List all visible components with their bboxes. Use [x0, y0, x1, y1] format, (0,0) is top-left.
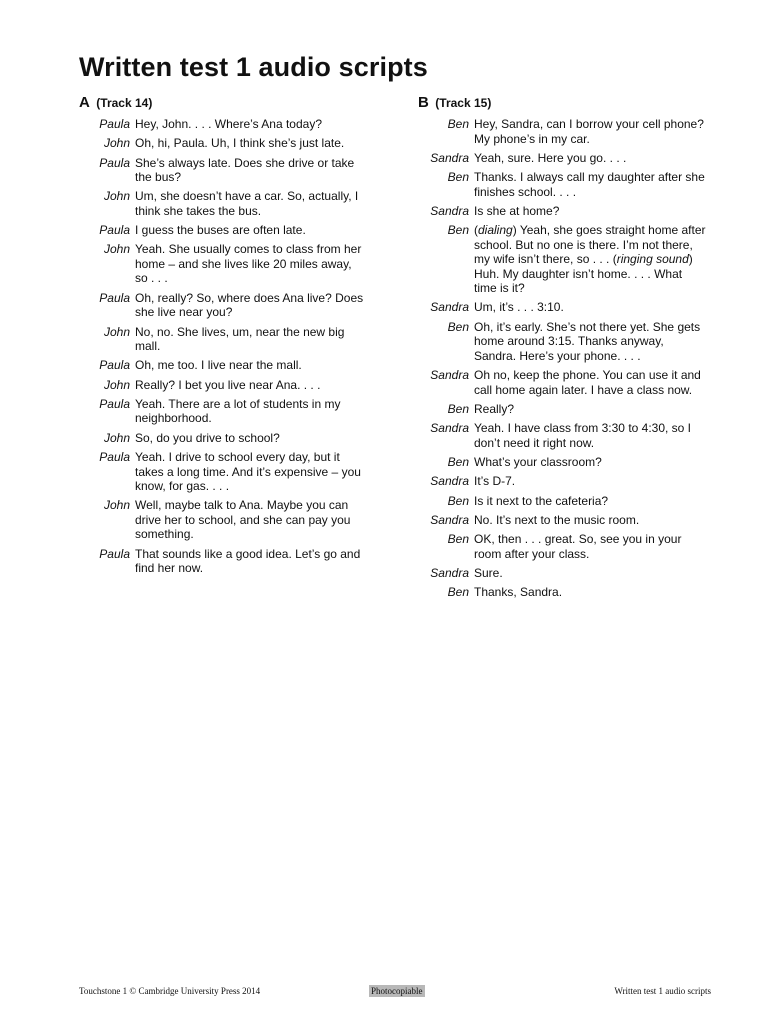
utterance: Yeah, sure. Here you go. . . .: [474, 150, 627, 165]
speaker-name: Ben: [447, 223, 469, 238]
utterance: That sounds like a good idea. Let’s go and find her now.: [135, 546, 361, 576]
track-label: (Track 14): [96, 96, 153, 110]
utterance: Oh, it’s early. She’s not there yet. She gets home around 3:15. Thanks anyway, Sandra. Here’s your phone. . . .: [474, 319, 701, 363]
utterance: Really? I bet you live near Ana. . . .: [135, 377, 321, 392]
dialogue-line: [418, 170, 718, 199]
utterance-with-stage-directions: (dialing) Yeah, she goes straight home after school. But no one is there. I’m not there, my wife isn’t there, so . . . (ringing sound) Huh. My daughter isn’t home. . . . What time is it?: [474, 223, 706, 296]
speaker-name: Ben: [447, 401, 469, 416]
dialogue-line: [79, 223, 379, 238]
dialogue-line: [418, 204, 718, 219]
utterance: Well, maybe talk to Ana. Maybe you can drive her to school, and she can pay you something.: [135, 498, 351, 542]
copyright-notice: Touchstone 1 © Cambridge University Press 2014: [79, 986, 261, 996]
dialogue-line: [418, 320, 718, 364]
dialogue-line: [418, 474, 718, 489]
utterance: What’s your classroom?: [474, 454, 602, 469]
dialogue-line: [79, 547, 379, 576]
speaker-name: Paula: [99, 223, 130, 238]
speaker-name: Paula: [99, 117, 130, 131]
utterance: Oh, me too. I live near the mall.: [135, 358, 302, 373]
speaker-name: Sandra: [430, 512, 469, 527]
speaker-name: John: [103, 242, 130, 257]
dialogue-a: [79, 117, 379, 576]
photocopiable-label: Photocopiable: [371, 986, 423, 996]
utterance: No, no. She lives, um, near the new big mall.: [135, 324, 345, 354]
speaker-name: John: [103, 136, 130, 151]
dialogue-line: [418, 455, 718, 470]
speaker-name: John: [103, 377, 130, 392]
utterance: No. It’s next to the music room.: [474, 512, 640, 527]
dialogue-line: [79, 291, 379, 320]
utterance: Oh no, keep the phone. You can use it and call home again later. I have a class now.: [474, 368, 701, 397]
section-letter: A: [79, 94, 90, 111]
utterance: Is she at home?: [474, 203, 560, 218]
utterance: Um, she doesn’t have a car. So, actually, I think she takes the bus.: [135, 189, 359, 218]
speaker-name: Sandra: [430, 565, 469, 580]
section-letter: B: [418, 94, 429, 111]
dialogue-line: [418, 117, 718, 146]
speaker-name: Ben: [447, 170, 469, 185]
utterance: Thanks. I always call my daughter after she finishes school. . . .: [474, 170, 705, 199]
speaker-name: Sandra: [430, 421, 469, 436]
speaker-name: John: [103, 324, 130, 339]
utterance: Oh, really? So, where does Ana live? Does she live near you?: [135, 290, 364, 320]
utterance: So, do you drive to school?: [135, 430, 280, 445]
speaker-name: Ben: [447, 532, 469, 547]
dialogue-line: [79, 189, 379, 218]
dialogue-line: [418, 513, 718, 528]
speaker-name: Paula: [99, 396, 130, 411]
dialogue-line: [418, 421, 718, 450]
speaker-name: Sandra: [430, 150, 469, 165]
utterance: Really?: [474, 401, 515, 416]
dialogue-line: [418, 494, 718, 509]
speaker-name: John: [103, 189, 130, 204]
speaker-name: Ben: [447, 319, 469, 334]
section-a: [79, 94, 379, 580]
utterance-part: Yeah, she goes straight home after school. But no one is there. I’m not there, my wife isn’t there, so . . .: [474, 223, 706, 267]
utterance: Yeah. I drive to school every day, but it takes a long time. And it’s expensive – you know, for gas. . . .: [135, 450, 361, 494]
dialogue-line: [79, 450, 379, 494]
track-label: (Track 15): [435, 96, 492, 110]
section-b: [418, 94, 718, 605]
speaker-name: Ben: [447, 117, 469, 131]
utterance: Um, it’s . . . 3:10.: [474, 300, 564, 315]
utterance: She’s always late. Does she drive or take the bus?: [135, 155, 355, 185]
speaker-name: John: [103, 498, 130, 513]
utterance: Yeah. There are a lot of students in my neighborhood.: [135, 396, 341, 426]
utterance: Hey, John. . . . Where’s Ana today?: [135, 117, 322, 131]
speaker-name: Paula: [99, 546, 130, 561]
dialogue-b: [418, 117, 718, 600]
speaker-name: Paula: [99, 290, 130, 305]
speaker-name: Ben: [447, 493, 469, 508]
dialogue-line: [418, 585, 718, 600]
speaker-name: Paula: [99, 155, 130, 170]
dialogue-line: [79, 136, 379, 151]
dialogue-line: [79, 325, 379, 354]
utterance: Hey, Sandra, can I borrow your cell phone? My phone’s in my car.: [474, 117, 704, 146]
utterance: OK, then . . . great. So, see you in your room after your class.: [474, 532, 682, 561]
utterance: Oh, hi, Paula. Uh, I think she’s just late.: [135, 136, 345, 151]
section-b-heading: [418, 94, 718, 112]
dialogue-line: [418, 566, 718, 581]
dialogue-line: [79, 378, 379, 393]
page-title: Written test 1 audio scripts: [79, 52, 428, 82]
utterance: I guess the buses are often late.: [135, 223, 306, 238]
utterance: It’s D-7.: [474, 474, 516, 489]
dialogue-line: [79, 431, 379, 446]
speaker-name: Sandra: [430, 474, 469, 489]
dialogue-line: [418, 300, 718, 315]
utterance: Yeah. I have class from 3:30 to 4:30, so I don’t need it right now.: [474, 421, 692, 450]
utterance: Is it next to the cafeteria?: [474, 493, 609, 508]
utterance-part: Huh. My daughter isn’t home. . . . What time is it?: [474, 266, 683, 296]
speaker-name: Paula: [99, 450, 130, 465]
speaker-name: Sandra: [430, 300, 469, 315]
dialogue-line: [418, 223, 718, 296]
utterance: Sure.: [474, 565, 503, 580]
dialogue-line: [79, 358, 379, 373]
utterance: Yeah. She usually comes to class from her home – and she lives like 20 miles away, so . . .: [135, 242, 362, 286]
dialogue-line: [79, 117, 379, 132]
footer-page-label: Written test 1 audio scripts: [614, 986, 711, 996]
stage-direction: ringing sound: [616, 252, 689, 267]
stage-direction: dialing: [478, 223, 513, 238]
dialogue-line: [79, 498, 379, 542]
section-a-heading: [79, 94, 379, 112]
page-footer: [0, 985, 768, 999]
dialogue-line: [418, 151, 718, 166]
dialogue-line: [418, 532, 718, 561]
speaker-name: Paula: [99, 358, 130, 373]
dialogue-line: [79, 242, 379, 286]
speaker-name: John: [103, 430, 130, 445]
speaker-name: Ben: [447, 454, 469, 469]
speaker-name: Ben: [447, 585, 469, 600]
speaker-name: Sandra: [430, 203, 469, 218]
dialogue-line: [418, 368, 718, 397]
dialogue-line: [79, 156, 379, 185]
dialogue-line: [418, 402, 718, 417]
utterance: Thanks, Sandra.: [474, 585, 563, 600]
dialogue-line: [79, 397, 379, 426]
speaker-name: Sandra: [430, 368, 469, 383]
